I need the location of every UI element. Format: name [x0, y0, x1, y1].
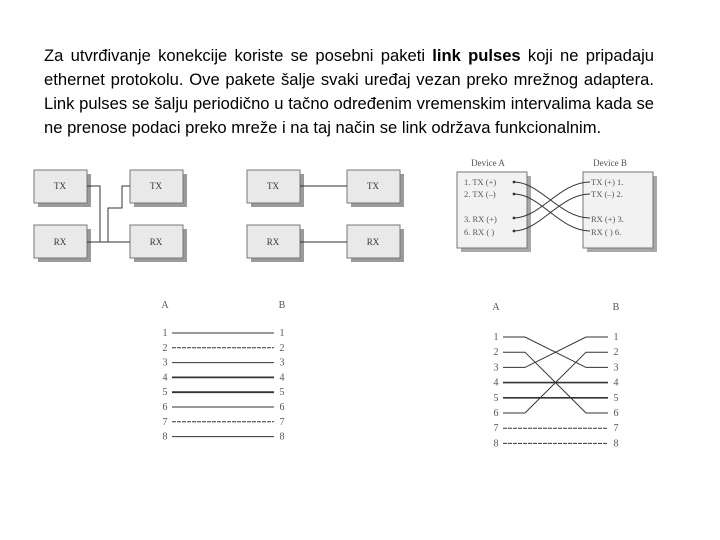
crossover-pin-a-7: 7	[493, 423, 499, 435]
mid-rx-label-b: RX	[366, 237, 380, 247]
crossover-pin-a-8: 8	[493, 438, 499, 450]
crossover-pin-b-6: 6	[613, 408, 619, 419]
straight-pin-a-1: 1	[162, 328, 168, 339]
crossover-pin-a-6: 6	[493, 408, 499, 419]
crossover-pin-a-3: 3	[493, 362, 499, 374]
crossover-pin-b-7: 7	[613, 423, 619, 435]
crossover-pin-b-5: 5	[613, 392, 619, 404]
crossover-pin-b-8: 8	[613, 438, 619, 450]
device-b-title: Device B	[593, 158, 627, 168]
straight-pin-b-3: 3	[279, 357, 285, 369]
crossover-label-b: B	[612, 302, 620, 313]
device-a-pin-6: 6. RX ( )	[464, 227, 495, 237]
straight-pin-b-1: 1	[279, 328, 285, 339]
crossover-pin-a-2: 2	[493, 347, 499, 359]
device-a-pin-3: 3. RX (+)	[464, 214, 497, 224]
left-connection-diagram	[34, 170, 187, 262]
straight-pin-a-8: 8	[162, 431, 168, 443]
crossover-pin-b-1: 1	[613, 332, 619, 343]
paragraph-text-start: Za utvrđivanje konekcije koriste se posebni paketi	[44, 46, 433, 65]
crossover-cable	[492, 302, 619, 449]
crossover-label-a: A	[492, 302, 500, 313]
mid-tx-label-a: TX	[267, 181, 279, 191]
straight-pin-a-2: 2	[162, 342, 168, 354]
device-a-pin-2: 2. TX (–)	[464, 189, 496, 199]
paragraph-text-end: koji ne pripadaju ethernet protokolu. Ove pakete šalje svaki uređaj vezan preko mrežnog adaptera. Link pulses se šalju periodično u tačno određenim vremenskim intervalima kada se ne prenose podaci preko mreže i na taj način se link održava funkcionalnim.	[44, 46, 654, 137]
left-tx-label-b: TX	[150, 181, 162, 191]
device-b-pin-1: TX (+) 1.	[591, 177, 624, 187]
device-b-pin-2: TX (–) 2.	[591, 189, 623, 199]
straight-through-cable	[161, 300, 285, 443]
crossover-pin-b-4: 4	[613, 377, 619, 389]
left-rx-label-b: RX	[149, 237, 163, 247]
device-b-pin-3: RX (+) 3.	[591, 214, 624, 224]
straight-pin-a-7: 7	[162, 416, 168, 428]
mid-tx-label-b: TX	[367, 181, 379, 191]
straight-label-b: B	[278, 300, 286, 311]
device-a-pin-1: 1. TX (+)	[464, 177, 497, 187]
crossover-pin-a-5: 5	[493, 392, 499, 404]
straight-pin-a-3: 3	[162, 357, 168, 369]
straight-pin-b-7: 7	[279, 416, 285, 428]
straight-pin-b-4: 4	[279, 372, 285, 384]
paragraph-bold-term: link pulses	[432, 46, 521, 65]
straight-pin-b-6: 6	[279, 402, 285, 413]
middle-connection-diagram	[247, 170, 404, 262]
device-b-pin-6: RX ( ) 6.	[591, 227, 622, 237]
crossover-pin-b-3: 3	[613, 362, 619, 374]
crossover-pin-b-2: 2	[613, 347, 619, 359]
left-wire-tx-to-rx-2	[87, 186, 130, 242]
straight-pin-a-4: 4	[162, 372, 168, 384]
straight-pin-a-5: 5	[162, 387, 168, 399]
crossover-pin-a-1: 1	[493, 332, 499, 343]
device-crossover-diagram	[457, 158, 657, 252]
device-a-title: Device A	[471, 158, 505, 168]
straight-pin-b-2: 2	[279, 342, 285, 354]
straight-pin-b-8: 8	[279, 431, 285, 443]
left-rx-label-a: RX	[53, 237, 67, 247]
left-tx-label-a: TX	[54, 181, 66, 191]
straight-pin-b-5: 5	[279, 387, 285, 399]
mid-rx-label-a: RX	[266, 237, 280, 247]
crossover-pin-a-4: 4	[493, 377, 499, 389]
straight-pin-a-6: 6	[162, 402, 168, 413]
straight-label-a: A	[161, 300, 169, 311]
